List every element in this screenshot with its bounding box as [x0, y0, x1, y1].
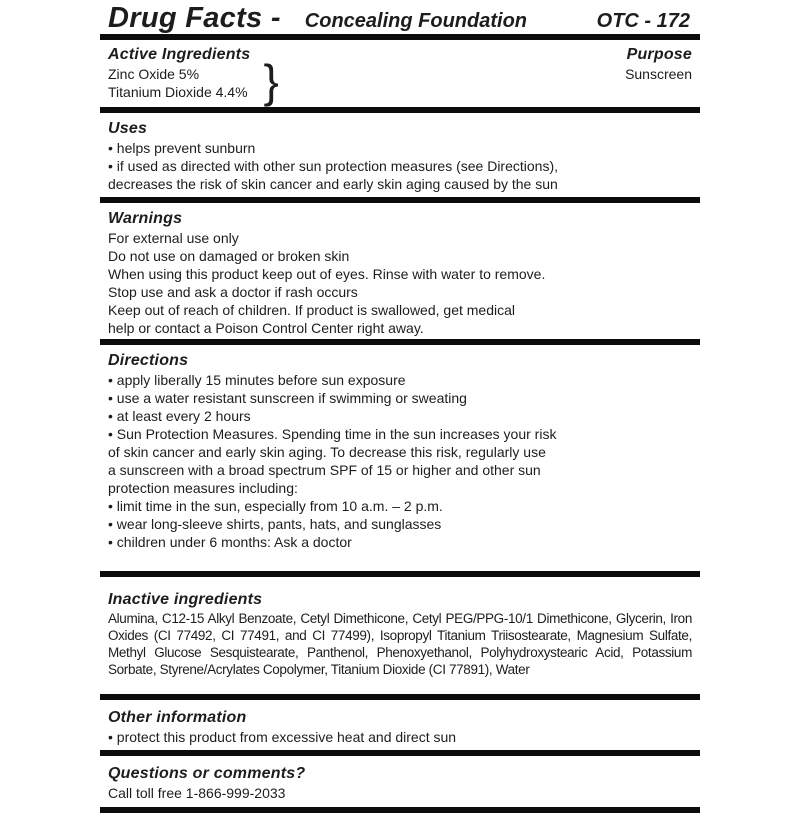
active-ingredients-heading: Active Ingredients	[108, 46, 251, 63]
text-line: • helps prevent sunburn	[108, 140, 256, 156]
otc-code: OTC - 172	[596, 10, 690, 32]
text-line: Call toll free 1-866-999-2033	[108, 785, 286, 801]
text-line: a sunscreen with a broad spectrum SPF of 15 or higher and other sun	[108, 462, 541, 478]
uses-lines	[108, 139, 692, 193]
product-name: Concealing Foundation	[304, 10, 528, 32]
inactive-ingredients-section	[100, 577, 700, 694]
active-ingredients-section	[100, 40, 700, 107]
text-line: • wear long-sleeve shirts, pants, hats, and sunglasses	[108, 516, 442, 532]
uses-section	[100, 113, 700, 197]
drug-facts-title: Drug Facts -	[108, 2, 281, 34]
warnings-heading: Warnings	[108, 210, 183, 227]
text-line: Zinc Oxide 5%	[108, 66, 200, 82]
questions-lines	[108, 784, 692, 802]
brace-glyph: }	[263, 55, 279, 107]
purpose-value: Sunscreen	[625, 66, 692, 82]
text-line: When using this product keep out of eyes. Rinse with water to remove.	[108, 266, 546, 282]
label-header	[100, 0, 700, 34]
text-line: of skin cancer and early skin aging. To decrease this risk, regularly use	[108, 444, 546, 460]
other-information-heading: Other information	[108, 709, 247, 726]
directions-heading: Directions	[108, 352, 189, 369]
purpose-heading: Purpose	[626, 46, 692, 63]
warnings-lines	[108, 229, 692, 337]
text-line: For external use only	[108, 230, 239, 246]
divider-bar	[100, 807, 700, 813]
active-ingredients-list	[108, 55, 279, 107]
text-line: Keep out of reach of children. If product is swallowed, get medical	[108, 302, 515, 318]
text-line: protection measures including:	[108, 480, 298, 496]
text-line: • Sun Protection Measures. Spending time in the sun increases your risk	[108, 426, 557, 442]
drug-facts-label	[100, 0, 700, 813]
directions-lines	[108, 371, 692, 551]
active-ingredient-lines	[108, 65, 248, 101]
text-line: Stop use and ask a doctor if rash occurs	[108, 284, 358, 300]
purpose-column	[625, 45, 692, 101]
text-line: Titanium Dioxide 4.4%	[108, 84, 248, 100]
text-line: • children under 6 months: Ask a doctor	[108, 534, 352, 550]
inactive-ingredients-text: Alumina, C12-15 Alkyl Benzoate, Cetyl Dimethicone, Cetyl PEG/PPG-10/1 Dimethicone, Glycerin, Iron Oxides (CI 77492, CI 77491, and CI 77499), Isopropyl Titanium Triisostearate, Magnesium Sulfate, Methyl Glucose Sesquistearate, Panthenol, Phenoxyethanol, Polyhydroxystearic Acid, Potassium Sorbate, Styrene/Acrylates Copolymer, Titanium Dioxide (CI 77891), Water	[108, 611, 692, 677]
other-information-lines	[108, 728, 692, 746]
uses-heading: Uses	[108, 120, 148, 137]
text-line: • limit time in the sun, especially from 10 a.m. – 2 p.m.	[108, 498, 443, 514]
active-ingredients-column	[108, 45, 279, 107]
text-line: Do not use on damaged or broken skin	[108, 248, 350, 264]
text-line: • at least every 2 hours	[108, 408, 251, 424]
text-line: • apply liberally 15 minutes before sun exposure	[108, 372, 406, 388]
inactive-ingredients-heading: Inactive ingredients	[108, 591, 263, 608]
text-line: help or contact a Poison Control Center right away.	[108, 320, 424, 336]
warnings-section	[100, 203, 700, 339]
text-line: • use a water resistant sunscreen if swimming or sweating	[108, 390, 467, 406]
questions-section	[100, 756, 700, 807]
directions-section	[100, 345, 700, 571]
text-line: • protect this product from excessive heat and direct sun	[108, 729, 457, 745]
text-line: • if used as directed with other sun protection measures (see Directions),	[108, 158, 558, 174]
questions-heading: Questions or comments?	[108, 765, 306, 782]
other-information-section	[100, 700, 700, 750]
text-line: decreases the risk of skin cancer and early skin aging caused by the sun	[108, 176, 558, 192]
